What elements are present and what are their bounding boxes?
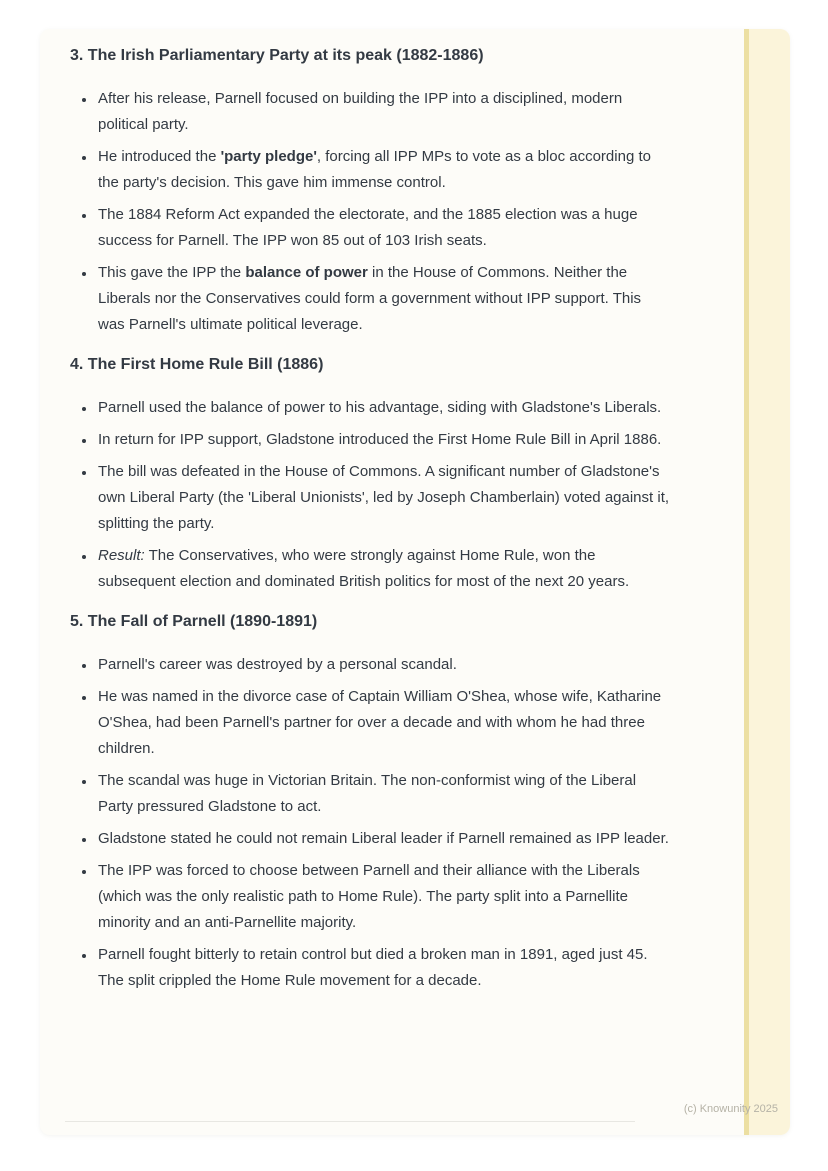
section-heading: 4. The First Home Rule Bill (1886) bbox=[70, 356, 324, 373]
bullet-item: • The bill was defeated in the House of Commons. A significant number of Gladstone's own Liberal Party (the 'Liberal Unionists', led by Joseph Chamberlain) voted against it, splitting the party. bbox=[96, 459, 670, 537]
bullet-item: • The 1884 Reform Act expanded the electorate, and the 1885 election was a huge success for Parnell. The IPP won 85 out of 103 Irish seats. bbox=[96, 202, 670, 254]
bullet-list bbox=[70, 652, 670, 994]
bullet-item: • Result: The Conservatives, who were strongly against Home Rule, won the subsequent election and dominated British politics for most of the next 20 years. bbox=[96, 543, 670, 595]
document-content bbox=[40, 29, 790, 994]
bullet-list bbox=[70, 86, 670, 338]
bullet-item: • This gave the IPP the balance of power in the House of Commons. Neither the Liberals nor the Conservatives could form a government without IPP support. This was Parnell's ultimate political leverage. bbox=[96, 260, 670, 338]
bullet-item: • He introduced the 'party pledge', forcing all IPP MPs to vote as a bloc according to the party's decision. This gave him immense control. bbox=[96, 144, 670, 196]
bullet-item: • In return for IPP support, Gladstone introduced the First Home Rule Bill in April 1886. bbox=[96, 427, 670, 453]
bullet-item: • The scandal was huge in Victorian Britain. The non-conformist wing of the Liberal Party pressured Gladstone to act. bbox=[96, 768, 670, 820]
bullet-item: • After his release, Parnell focused on building the IPP into a disciplined, modern political party. bbox=[96, 86, 670, 138]
document-page bbox=[40, 29, 790, 1135]
bullet-item: • Parnell used the balance of power to his advantage, siding with Gladstone's Liberals. bbox=[96, 395, 670, 421]
bullet-list bbox=[70, 395, 670, 595]
bullet-item: • The IPP was forced to choose between Parnell and their alliance with the Liberals (which was the only realistic path to Home Rule). The party split into a Parnellite minority and an anti-Parnellite majority. bbox=[96, 858, 670, 936]
section-heading: 5. The Fall of Parnell (1890-1891) bbox=[70, 613, 318, 630]
watermark: (c) Knowunity 2025 bbox=[683, 1103, 778, 1115]
bullet-item: • Parnell's career was destroyed by a personal scandal. bbox=[96, 652, 670, 678]
footer-divider bbox=[65, 1121, 635, 1122]
bullet-item: • He was named in the divorce case of Captain William O'Shea, whose wife, Katharine O'Shea, had been Parnell's partner for over a decade and with whom he had three children. bbox=[96, 684, 670, 762]
section-heading: 3. The Irish Parliamentary Party at its peak (1882-1886) bbox=[70, 47, 484, 64]
bullet-item: • Gladstone stated he could not remain Liberal leader if Parnell remained as IPP leader. bbox=[96, 826, 670, 852]
bullet-item: • Parnell fought bitterly to retain control but died a broken man in 1891, aged just 45. The split crippled the Home Rule movement for a decade. bbox=[96, 942, 670, 994]
